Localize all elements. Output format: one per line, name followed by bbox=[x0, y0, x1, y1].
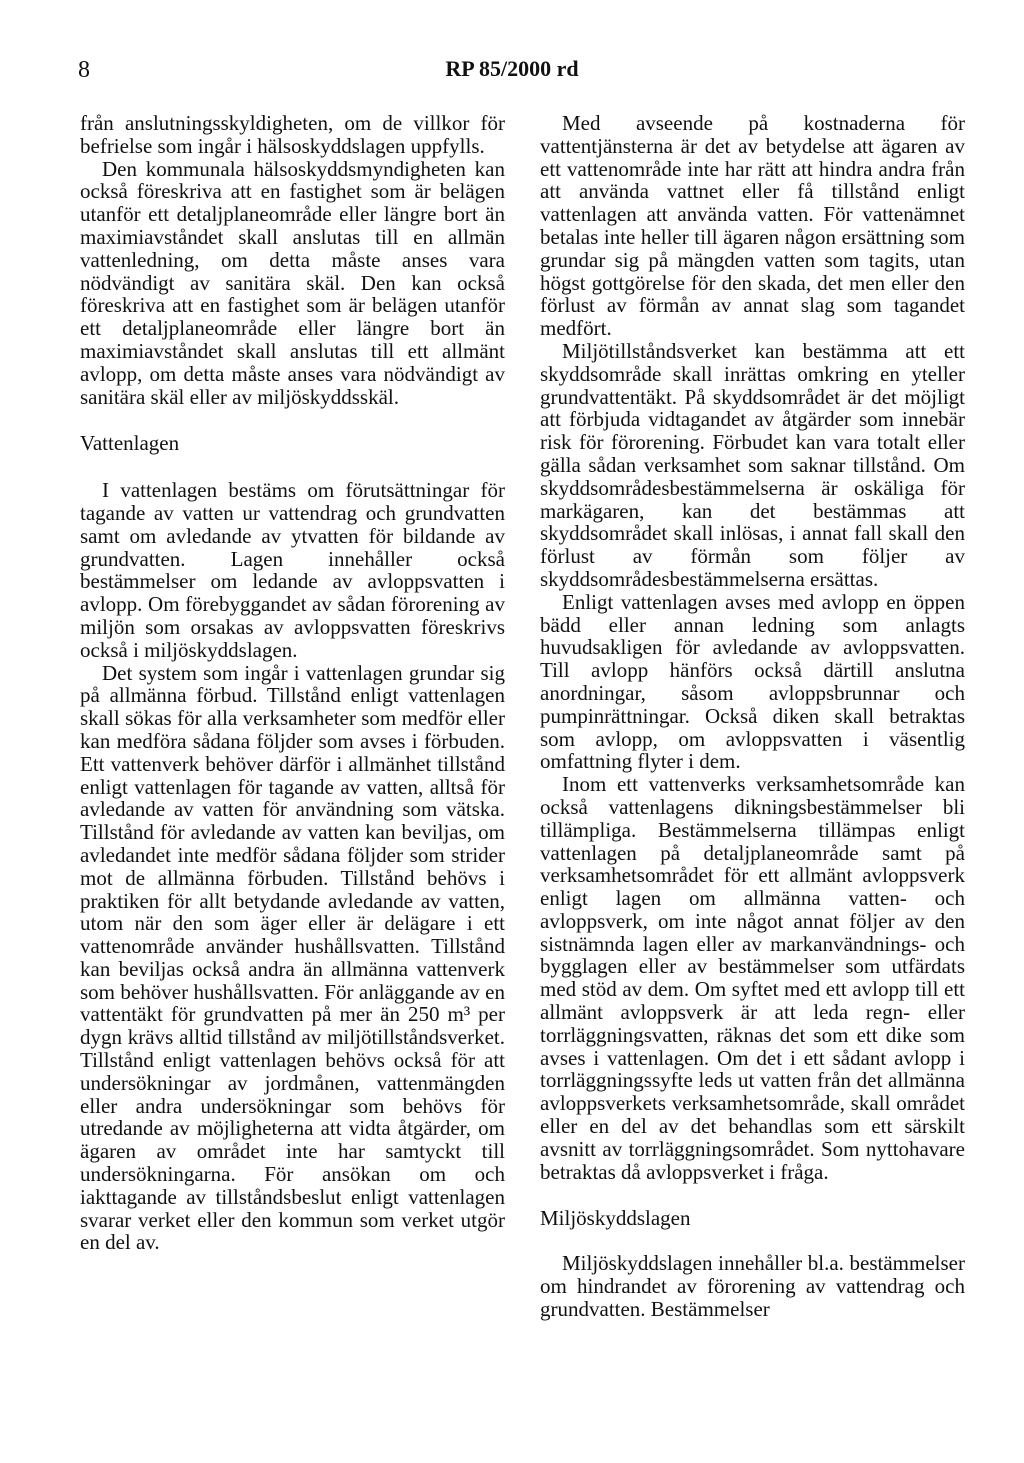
right-paragraph-4: Inom ett vattenverks verksamhetsområde kan också vattenlagens dikningsbestämmelser bli tillämpliga. Bestämmelserna tillämpas enligt vattenlagen på detaljplaneområde samt på verksamhetsområdet för ett allmänt avloppsverk enligt lagen om allmänna vatten- och avloppsverk, om inte något annat följer av den sistnämnda lagen eller av markanvändnings- och bygglagen eller av bestämmelser som utfärdats med stöd av dem. Om syftet med ett avlopp till ett allmänt avloppsverk är att leda regn- eller torrläggningsvatten, räknas det som ett dike som avses i vattenlagen. Om det i ett sådant avlopp i torrläggningssyfte leds ut vatten från det allmänna avloppsverkets verksamhetsområde, skall området eller en del av det behandlas som ett särskilt avsnitt av torrläggningsområdet. Som nyttohavare betraktas då avloppsverket i fråga. bbox=[540, 772, 965, 1184]
left-paragraph-4: Det system som ingår i vattenlagen grundar sig på allmänna förbud. Tillstånd enligt vattenlagen skall sökas för alla verksamheter som medför eller kan medföra sådana följder som avses i förbuden. Ett vattenverk behöver därför i allmänhet tillstånd enligt vattenlagen för tagande av vatten, alltså för avledande av vatten för användning som vätska. Tillstånd för avledande av vatten kan beviljas, om avledandet inte medför sådana följder som strider mot de allmänna förbuden. Tillstånd behövs i praktiken för allt betydande avledande av vatten, utom när den som äger eller är delägare i ett vattenområde använder hushållsvatten. Tillstånd kan beviljas också andra än allmänna vattenverk som behöver hushållsvatten. För anläggande av en vattentäkt för grundvatten på mer än 250 m³ per dygn krävs alltid tillstånd av miljötillståndsverket. Tillstånd enligt vattenlagen behövs också för att undersökningar av jordmånen, vattenmängden eller andra undersökningar som behövs för utredande av möjligheterna att vidta åtgärder, om ägaren av området inte har samtyckt till undersökningarna. För ansökan om och iakttagande av tillståndsbeslut enligt vattenlagen svarar verket eller den kommun som verket utgör en del av. bbox=[80, 660, 505, 1255]
left-paragraph-1: från anslutningsskyldigheten, om de villkor för befrielse som ingår i hälsoskyddslagen uppfylls. bbox=[80, 111, 505, 158]
left-column bbox=[80, 112, 505, 1254]
left-paragraph-3: I vattenlagen bestäms om förutsättningar för tagande av vatten ur vattendrag och grundvatten samt om avledande av ytvatten för bildande av grundvatten. Lagen innehåller också bestämmelser om ledande av avloppsvatten i avlopp. Om förebyggandet av sådan förorening av miljön som orsakas av avloppsvatten föreskrivs också i miljöskyddslagen. bbox=[80, 478, 505, 662]
right-paragraph-2: Miljötillståndsverket kan bestämma att ett skyddsområde skall inrättas omkring en yteller grundvattentäkt. På skyddsområdet är det möjligt att förbjuda vidtagandet av åtgärder som innebär risk för förorening. Förbudet kan vara totalt eller gälla sådan verksamhet som saknar tillstånd. Om skyddsområdesbestämmelserna är oskäliga för markägaren, kan det bestämmas att skyddsområdet skall inlösas, i annat fall skall den förlust av förmån som följer av skyddsområdesbestämmelserna ersättas. bbox=[540, 338, 965, 591]
page-number: 8 bbox=[78, 57, 90, 83]
right-column bbox=[540, 112, 965, 1321]
right-paragraph-5: Miljöskyddslagen innehåller bl.a. bestämmelser om hindrandet av förorening av vattendrag och grundvatten. Bestämmelser bbox=[540, 1251, 965, 1321]
right-paragraph-3: Enligt vattenlagen avses med avlopp en öppen bädd eller annan ledning som anlagts huvudsakligen för avledande av avloppsvatten. Till avlopp hänförs också därtill anslutna anordningar, såsom avloppsbrunnar och pumpinrättningar. Också diken skall betraktas som avlopp, om avloppsvatten i väsentlig omfattning flyter i dem. bbox=[540, 589, 965, 774]
running-head: RP 85/2000 rd bbox=[445, 56, 579, 81]
left-paragraph-2: Den kommunala hälsoskyddsmyndigheten kan också föreskriva att en fastighet som är belägen utanför ett detaljplaneområde eller längre bort än maximiavståndet skall anslutas till en allmän vattenledning, om detta måste anses vara nödvändigt av sanitära skäl. Den kan också föreskriva att en fastighet som är belägen utanför ett detaljplaneområde eller längre bort än maximiavståndet skall anslutas till ett allmänt avlopp, om detta måste anses vara nödvändigt av sanitära skäl eller av miljöskyddsskäl. bbox=[80, 156, 505, 409]
section-heading-miljoskyddslagen: Miljöskyddslagen bbox=[540, 1206, 691, 1231]
section-heading-vattenlagen: Vattenlagen bbox=[80, 431, 180, 456]
right-paragraph-1: Med avseende på kostnaderna för vattentjänsterna är det av betydelse att ägaren av ett vattenområde inte har rätt att hindra andra från att använda vattnet eller få tillstånd enligt vattenlagen att använda vatten. För vattenämnet betalas inte heller till ägaren någon ersättning som grundar sig på mängden vatten som tagits, utan högst gottgörelse för den skada, det men eller den förlust av förmån av annat slag som tagandet medfört. bbox=[540, 111, 965, 341]
